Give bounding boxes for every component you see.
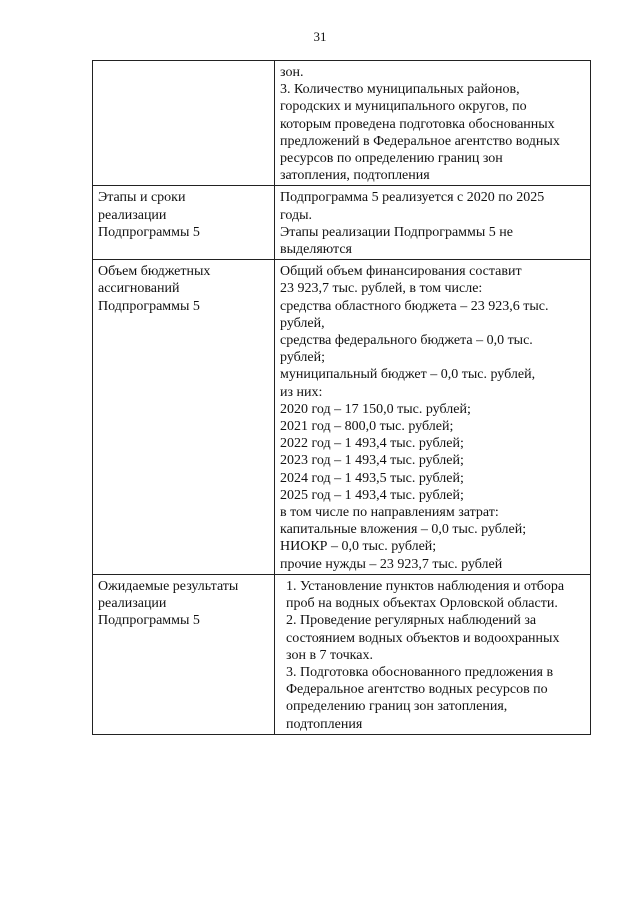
value-line: 2023 год – 1 493,4 тыс. рублей; <box>280 453 464 469</box>
value-line: подтопления <box>286 716 363 732</box>
value-line: 2024 год – 1 493,5 тыс. рублей; <box>280 470 464 486</box>
value-line: рублей, <box>280 315 325 331</box>
value-cell <box>275 574 591 734</box>
label-line: Подпрограммы 5 <box>98 613 200 629</box>
label-cell <box>93 574 275 734</box>
value-line: определению границ зон затопления, <box>286 699 508 715</box>
value-line: Этапы реализации Подпрограммы 5 не <box>280 224 513 240</box>
value-cell <box>275 260 591 575</box>
value-line: 2. Проведение регулярных наблюдений за <box>286 613 537 629</box>
value-line: средства областного бюджета – 23 923,6 тыс. <box>280 298 549 314</box>
value-line: 3. Количество муниципальных районов, <box>280 82 520 98</box>
label-cell <box>93 61 275 186</box>
row-stages-and-terms <box>93 186 591 260</box>
value-line: городских и муниципального округов, по <box>280 99 527 115</box>
value-line: проб на водных объектах Орловской области. <box>286 596 558 612</box>
value-line: Подпрограмма 5 реализуется с 2020 по 2025 <box>280 190 545 206</box>
value-line: муниципальный бюджет – 0,0 тыс. рублей, <box>280 367 536 383</box>
value-line: 2020 год – 17 150,0 тыс. рублей; <box>280 401 471 417</box>
value-line: годы. <box>280 207 313 223</box>
value-line: прочие нужды – 23 923,7 тыс. рублей <box>280 556 503 572</box>
label-line: ассигнований <box>98 281 180 297</box>
label-line: Этапы и сроки <box>98 190 186 206</box>
label-cell <box>93 260 275 575</box>
row-budget-allocations <box>93 260 591 575</box>
value-line: средства федерального бюджета – 0,0 тыс. <box>280 333 533 349</box>
value-line: выделяются <box>280 242 352 258</box>
value-line: зон в 7 точках. <box>286 647 373 663</box>
label-line: Объем бюджетных <box>98 264 211 280</box>
row-expected-results <box>93 574 591 734</box>
label-line: реализации <box>98 596 167 612</box>
value-line: рублей; <box>280 350 325 366</box>
label-line: реализации <box>98 207 167 223</box>
label-cell <box>93 186 275 260</box>
label-line: Подпрограммы 5 <box>98 224 200 240</box>
value-line: затопления, подтопления <box>280 168 430 184</box>
value-line: 2022 год – 1 493,4 тыс. рублей; <box>280 436 464 452</box>
value-line: ресурсов по определению границ зон <box>280 151 503 167</box>
value-line: 1. Установление пунктов наблюдения и отбора <box>286 578 565 594</box>
table-body <box>93 61 591 735</box>
value-line: Общий объем финансирования составит <box>280 264 522 280</box>
value-line: капитальные вложения – 0,0 тыс. рублей; <box>280 522 527 538</box>
value-line: которым проведена подготовка обоснованных <box>280 116 555 132</box>
page-number: 31 <box>313 29 327 44</box>
value-line: зон. <box>280 65 304 80</box>
passport-table <box>92 60 591 735</box>
value-line: состоянием водных объектов и водоохранных <box>286 630 560 646</box>
value-line: в том числе по направлениям затрат: <box>280 505 499 521</box>
value-line: 2021 год – 800,0 тыс. рублей; <box>280 419 454 435</box>
value-line: НИОКР – 0,0 тыс. рублей; <box>280 539 437 555</box>
value-line: 3. Подготовка обоснованного предложения в <box>286 664 554 680</box>
value-cell <box>275 61 591 186</box>
value-cell <box>275 186 591 260</box>
value-line: 2025 год – 1 493,4 тыс. рублей; <box>280 487 464 503</box>
label-line: Подпрограммы 5 <box>98 298 200 314</box>
label-line: Ожидаемые результаты <box>98 578 239 594</box>
value-line: из них: <box>280 384 323 400</box>
row-indicators-continued <box>93 61 591 186</box>
value-line: Федеральное агентство водных ресурсов по <box>286 682 548 698</box>
value-line: предложений в Федеральное агентство водных <box>280 133 560 149</box>
value-line: 23 923,7 тыс. рублей, в том числе: <box>280 281 483 297</box>
